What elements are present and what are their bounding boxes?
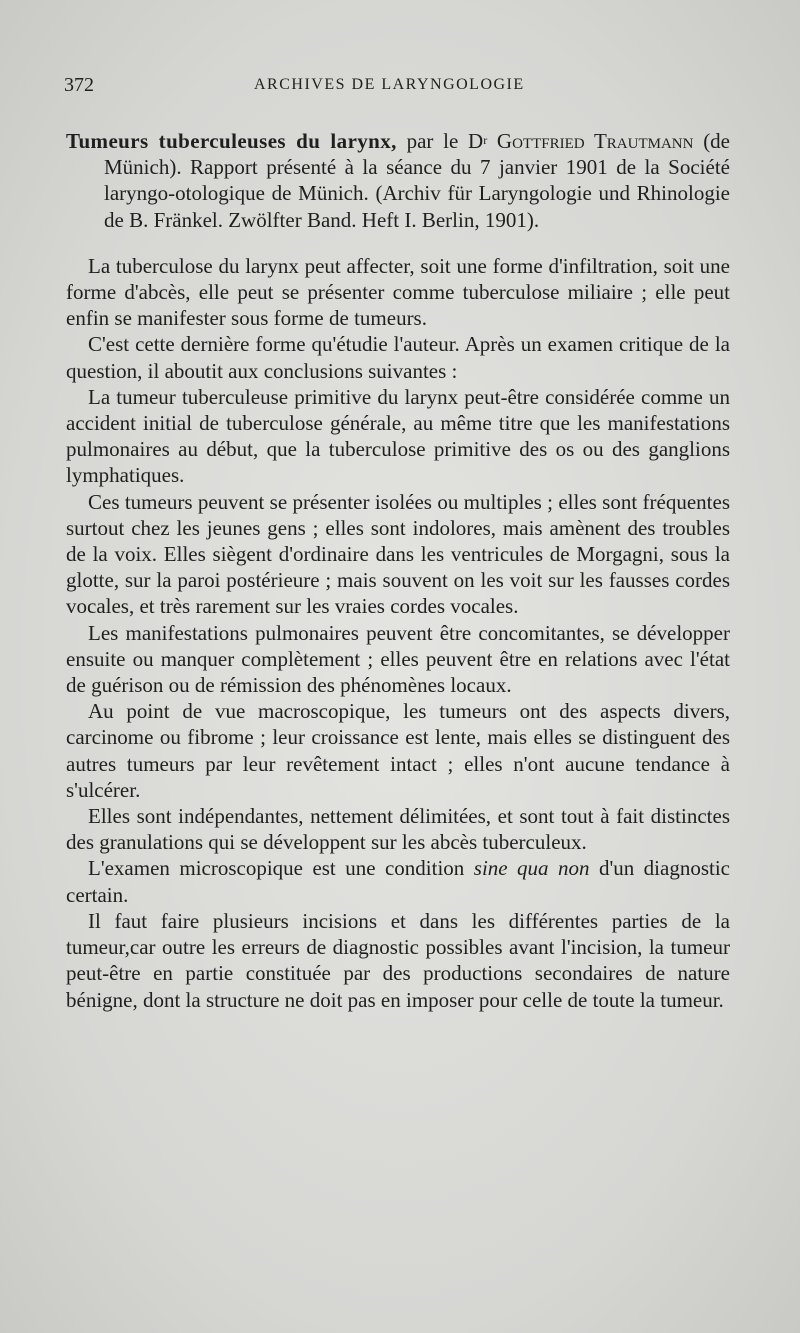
bibliographic-reference — [66, 128, 730, 233]
paragraph-8-start: L'examen microscopique est une condition — [88, 856, 474, 881]
paragraph-5: Les manifestations pulmonaires peuvent être concomitantes, se développer ensuite ou manquer complètement ; elles peuvent être en relations avec l'état de guérison ou de rémission des phénomènes locaux. — [66, 620, 730, 698]
paragraph-9: Il faut faire plusieurs incisions et dans les différentes parties de la tumeur,car outre les erreurs de diagnostic possibles avant l'incision, la tumeur peut-être en partie constituée par des productions secondaires de nature bénigne, dont la structure ne doit pas en imposer pour celle de toute la tumeur. — [66, 908, 730, 1012]
paragraph-4: Ces tumeurs peuvent se présenter isolées ou multiples ; elles sont fréquentes surtout chez les jeunes gens ; elles sont indolores, mais amènent des troubles de la voix. Elles siègent d'ordinaire dans les ventricules de Morgagni, sous la glotte, sur la paroi postérieure ; mais souvent on les voit sur les fausses cordes vocales, et très rarement sur les vraies cordes vocales. — [66, 489, 730, 619]
paragraph-8-latin-phrase: sine qua non — [473, 856, 590, 881]
running-title: ARCHIVES DE LARYNGOLOGIE — [254, 76, 525, 93]
paragraph-8 — [66, 855, 730, 907]
paragraph-1: La tuberculose du larynx peut affecter, soit une forme d'infiltration, soit une forme d'abcès, elle peut se présenter comme tuberculose miliaire ; elle peut enfin se manifester sous forme de tumeurs. — [66, 253, 730, 331]
reference-dr-superscript: r — [483, 133, 488, 147]
page-header — [64, 74, 734, 102]
paragraph-6: Au point de vue macroscopique, les tumeurs ont des aspects divers, carcinome ou fibrome ; leur croissance est lente, mais elles se distinguent des autres tumeurs par leur revêtement intact ; elles n'ont aucune tendance à s'ulcérer. — [66, 699, 730, 802]
reference-title: Tumeurs tuberculeuses du larynx, — [66, 129, 397, 153]
paragraph-2: C'est cette dernière forme qu'étudie l'auteur. Après un examen critique de la question, il aboutit aux conclusions suivantes : — [66, 332, 730, 383]
paragraph-7: Elles sont indépendantes, nettement délimitées, et sont tout à fait distinctes des granulations qui se développent sur les abcès tuberculeux. — [66, 804, 730, 855]
reference-by: par le D — [396, 129, 484, 153]
article-body — [66, 128, 730, 1013]
reference-author: Gottfried Trautmann — [487, 129, 694, 153]
page-number: 372 — [64, 74, 94, 96]
paragraph-3: La tumeur tuberculeuse primitive du larynx peut-être considérée comme un accident initial de tuberculose générale, au même titre que les manifestations pulmonaires au début, que la tuberculose primitive des os ou des ganglions lymphatiques. — [66, 384, 730, 488]
reference-details: (de Münich). Rapport présenté à la séance du 7 janvier 1901 de la Société laryngo-otologique de Münich. (Archiv für Laryngologie und Rhinologie de B. Fränkel. Zwölfter Band. Heft I. Berlin, 1901). — [104, 129, 731, 232]
paragraph-8-end: d'un diagnostic certain. — [66, 856, 731, 907]
